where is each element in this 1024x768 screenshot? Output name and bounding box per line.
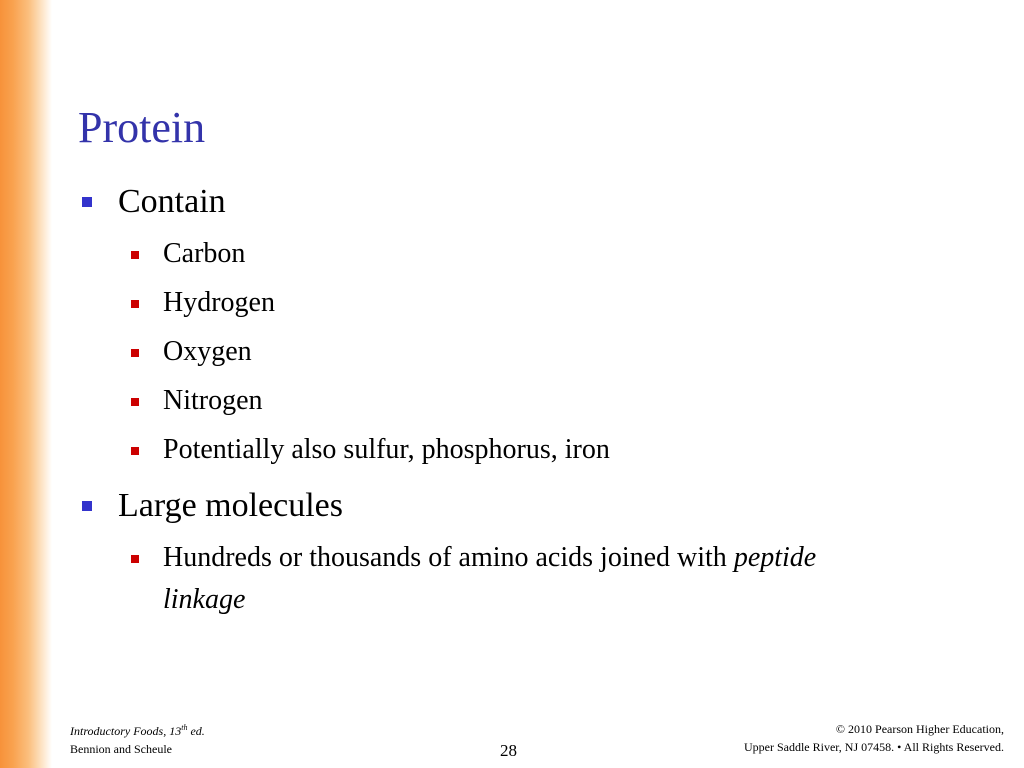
square-bullet-icon: [82, 501, 92, 511]
footer-book-title: [70, 722, 205, 740]
copyright-line-2: Upper Saddle River, NJ 07458. • All Rights Reserved.: [743, 740, 1004, 754]
footer-book-info: [70, 722, 205, 758]
edition-superscript: th: [181, 723, 188, 732]
bullet-text: Large molecules: [118, 487, 344, 524]
square-bullet-icon: [131, 349, 139, 357]
footer-authors: Bennion and Scheule: [70, 742, 172, 756]
edition-suffix: ed.: [187, 724, 205, 738]
square-bullet-icon: [131, 447, 139, 455]
sub-bullet-text: Oxygen: [163, 336, 252, 367]
bullet-large-molecules: [0, 486, 1024, 526]
footer-copyright: [744, 720, 1004, 756]
bullet-text: Contain: [118, 183, 226, 220]
square-bullet-icon: [131, 555, 139, 563]
sub-bullet-italic-term: peptide: [733, 542, 817, 573]
sub-bullet-text: Nitrogen: [163, 385, 263, 416]
sub-bullet-other-elements: [0, 433, 1024, 467]
square-bullet-icon: [131, 251, 139, 259]
sub-bullet-text-line2: linkage: [163, 584, 246, 615]
square-bullet-icon: [131, 300, 139, 308]
book-title-text: Introductory Foods, 13: [70, 724, 182, 738]
sub-bullet-text-line1: [163, 541, 816, 575]
sub-bullet-nitrogen: [0, 384, 1024, 418]
sub-bullet-text: Potentially also sulfur, phosphorus, iron: [163, 434, 610, 465]
page-number: 28: [500, 741, 517, 760]
slide-title: Protein: [78, 103, 206, 152]
bullet-contain: [0, 182, 1024, 222]
sub-bullet-oxygen: [0, 335, 1024, 369]
sub-bullet-hydrogen: [0, 286, 1024, 320]
sub-bullet-plain-text: Hundreds or thousands of amino acids joined with: [163, 542, 734, 573]
sub-bullet-text: Hydrogen: [163, 287, 275, 318]
sub-bullet-carbon: [0, 237, 1024, 271]
square-bullet-icon: [82, 197, 92, 207]
square-bullet-icon: [131, 398, 139, 406]
copyright-line-1: © 2010 Pearson Higher Education,: [835, 722, 1004, 736]
sub-bullet-text: Carbon: [163, 238, 246, 269]
sub-bullet-amino-acids: [0, 541, 1024, 621]
